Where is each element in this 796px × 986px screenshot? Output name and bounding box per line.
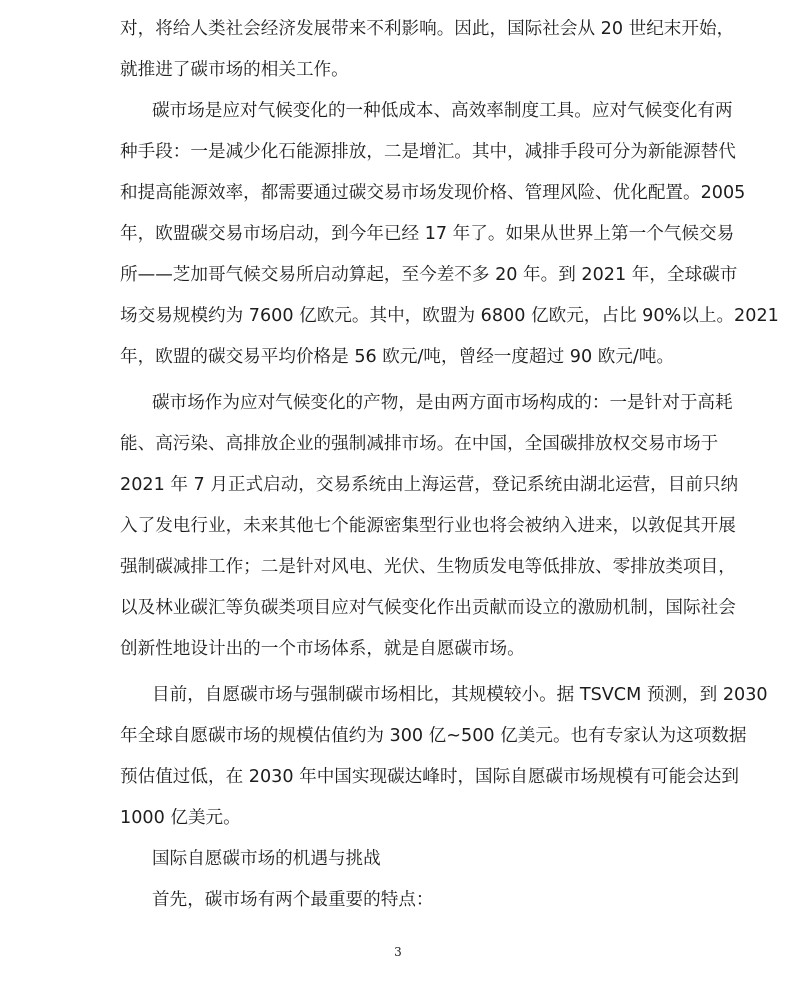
- paragraph-line: 以及林业碳汇等负碳类项目应对气候变化作出贡献而设立的激励机制，国际社会: [120, 598, 736, 618]
- paragraph-line: 年，欧盟碳交易市场启动，到今年已经 17 年了。如果从世界上第一个气候交易: [120, 224, 735, 244]
- paragraph-line: 创新性地设计出的一个市场体系，就是自愿碳市场。: [120, 639, 525, 659]
- paragraph-line: 所——芝加哥气候交易所启动算起，至今差不多 20 年。到 2021 年，全球碳市: [120, 265, 738, 285]
- paragraph-line: 目前，自愿碳市场与强制碳市场相比，其规模较小。据 TSVCM 预测，到 2030: [152, 685, 768, 705]
- paragraph-line: 种手段：一是减少化石能源排放，二是增汇。其中，减排手段可分为新能源替代: [120, 142, 736, 162]
- paragraph-line: 场交易规模约为 7600 亿欧元。其中，欧盟为 6800 亿欧元，占比 90%以上。2021: [120, 306, 779, 326]
- paragraph-line: 2021 年 7 月正式启动，交易系统由上海运营，登记系统由湖北运营，目前只纳: [120, 475, 739, 495]
- paragraph-line: 首先，碳市场有两个最重要的特点：: [152, 890, 434, 910]
- paragraph-line: 入了发电行业，未来其他七个能源密集型行业也将会被纳入进来，以敦促其开展: [120, 516, 736, 536]
- paragraph-line: 能、高污染、高排放企业的强制减排市场。在中国，全国碳排放权交易市场于: [120, 434, 719, 454]
- section-heading: 国际自愿碳市场的机遇与挑战: [152, 849, 381, 869]
- paragraph-line: 碳市场是应对气候变化的一种低成本、高效率制度工具。应对气候变化有两: [152, 101, 733, 121]
- paragraph-line: 年全球自愿碳市场的规模估值约为 300 亿~500 亿美元。也有专家认为这项数据: [120, 726, 747, 746]
- page-number: 3: [394, 945, 402, 959]
- paragraph-line: 强制碳减排工作；二是针对风电、光伏、生物质发电等低排放、零排放类项目，: [120, 557, 736, 577]
- paragraph-line: 预估值过低，在 2030 年中国实现碳达峰时，国际自愿碳市场规模有可能会达到: [120, 767, 739, 787]
- paragraph-line: 1000 亿美元。: [120, 808, 241, 828]
- paragraph-line: 和提高能源效率，都需要通过碳交易市场发现价格、管理风险、优化配置。2005: [120, 183, 746, 203]
- paragraph-line: 年，欧盟的碳交易平均价格是 56 欧元/吨，曾经一度超过 90 欧元/吨。: [120, 347, 675, 367]
- paragraph-line: 就推进了碳市场的相关工作。: [120, 60, 349, 80]
- paragraph-line: 对，将给人类社会经济发展带来不利影响。因此，国际社会从 20 世纪末开始，: [120, 19, 735, 39]
- paragraph-line: 碳市场作为应对气候变化的产物，是由两方面市场构成的：一是针对于高耗: [152, 393, 733, 413]
